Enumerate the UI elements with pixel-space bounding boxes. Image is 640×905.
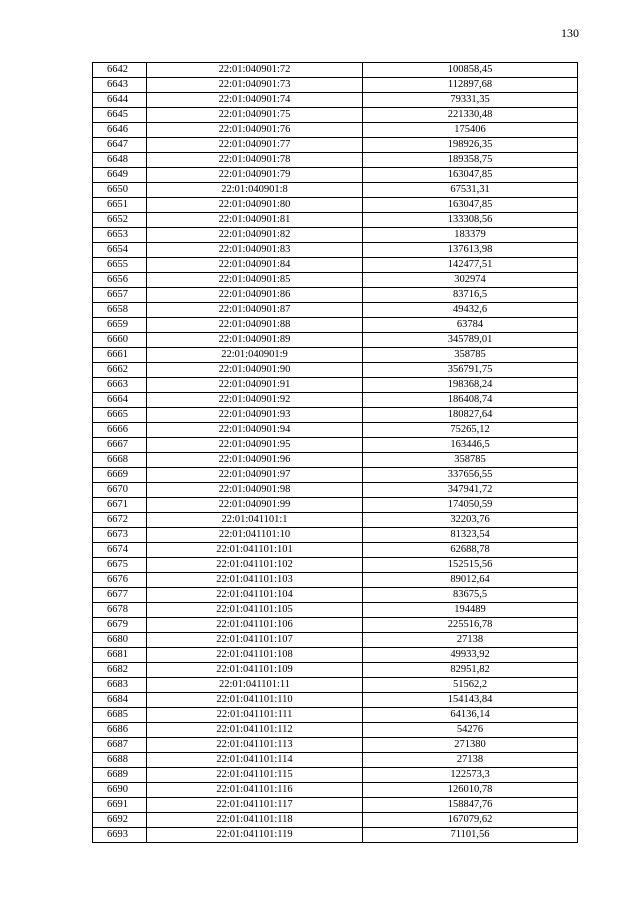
cadastral-number-cell: 22:01:040901:76	[147, 123, 363, 138]
value-cell: 82951,82	[363, 663, 578, 678]
row-number-cell: 6661	[93, 348, 147, 363]
value-cell: 62688,78	[363, 543, 578, 558]
table-row	[93, 798, 578, 813]
value-cell: 337656,55	[363, 468, 578, 483]
row-number-cell: 6650	[93, 183, 147, 198]
cadastral-number-cell: 22:01:040901:80	[147, 198, 363, 213]
value-cell: 75265,12	[363, 423, 578, 438]
cadastral-number-cell: 22:01:040901:81	[147, 213, 363, 228]
table-row	[93, 588, 578, 603]
cadastral-number-cell: 22:01:041101:11	[147, 678, 363, 693]
value-cell: 345789,01	[363, 333, 578, 348]
value-cell: 183379	[363, 228, 578, 243]
table-row	[93, 558, 578, 573]
table-row	[93, 648, 578, 663]
table-row	[93, 288, 578, 303]
cadastral-number-cell: 22:01:040901:79	[147, 168, 363, 183]
cadastral-number-cell: 22:01:040901:72	[147, 63, 363, 78]
cadastral-number-cell: 22:01:040901:86	[147, 288, 363, 303]
cadastral-number-cell: 22:01:040901:87	[147, 303, 363, 318]
table-row	[93, 243, 578, 258]
cadastral-number-cell: 22:01:041101:105	[147, 603, 363, 618]
value-cell: 83675,5	[363, 588, 578, 603]
value-cell: 100858,45	[363, 63, 578, 78]
row-number-cell: 6658	[93, 303, 147, 318]
cadastral-number-cell: 22:01:041101:107	[147, 633, 363, 648]
cadastral-number-cell: 22:01:041101:101	[147, 543, 363, 558]
cadastral-number-cell: 22:01:041101:111	[147, 708, 363, 723]
row-number-cell: 6651	[93, 198, 147, 213]
row-number-cell: 6675	[93, 558, 147, 573]
value-cell: 67531,31	[363, 183, 578, 198]
value-cell: 27138	[363, 633, 578, 648]
cadastral-number-cell: 22:01:040901:88	[147, 318, 363, 333]
value-cell: 63784	[363, 318, 578, 333]
cadastral-number-cell: 22:01:040901:85	[147, 273, 363, 288]
value-cell: 112897,68	[363, 78, 578, 93]
table-row	[93, 678, 578, 693]
row-number-cell: 6671	[93, 498, 147, 513]
row-number-cell: 6686	[93, 723, 147, 738]
value-cell: 194489	[363, 603, 578, 618]
row-number-cell: 6677	[93, 588, 147, 603]
table-row	[93, 423, 578, 438]
row-number-cell: 6662	[93, 363, 147, 378]
value-cell: 221330,48	[363, 108, 578, 123]
row-number-cell: 6693	[93, 828, 147, 843]
value-cell: 27138	[363, 753, 578, 768]
row-number-cell: 6688	[93, 753, 147, 768]
value-cell: 189358,75	[363, 153, 578, 168]
table-row	[93, 813, 578, 828]
table-row	[93, 168, 578, 183]
table-row	[93, 528, 578, 543]
value-cell: 186408,74	[363, 393, 578, 408]
cadastral-number-cell: 22:01:040901:90	[147, 363, 363, 378]
value-cell: 83716,5	[363, 288, 578, 303]
table-row	[93, 633, 578, 648]
cadastral-number-cell: 22:01:040901:91	[147, 378, 363, 393]
page-number: 130	[561, 26, 579, 40]
table-row	[93, 213, 578, 228]
cadastral-number-cell: 22:01:040901:96	[147, 453, 363, 468]
cadastral-number-cell: 22:01:040901:83	[147, 243, 363, 258]
table-row	[93, 153, 578, 168]
row-number-cell: 6683	[93, 678, 147, 693]
row-number-cell: 6674	[93, 543, 147, 558]
cadastral-number-cell: 22:01:041101:10	[147, 528, 363, 543]
row-number-cell: 6676	[93, 573, 147, 588]
table-body	[93, 63, 578, 843]
table-row	[93, 108, 578, 123]
value-cell: 356791,75	[363, 363, 578, 378]
value-cell: 225516,78	[363, 618, 578, 633]
row-number-cell: 6645	[93, 108, 147, 123]
table-row	[93, 768, 578, 783]
row-number-cell: 6692	[93, 813, 147, 828]
table-row	[93, 693, 578, 708]
value-cell: 198926,35	[363, 138, 578, 153]
table-row	[93, 753, 578, 768]
value-cell: 81323,54	[363, 528, 578, 543]
row-number-cell: 6685	[93, 708, 147, 723]
table-row	[93, 363, 578, 378]
row-number-cell: 6678	[93, 603, 147, 618]
row-number-cell: 6652	[93, 213, 147, 228]
row-number-cell: 6655	[93, 258, 147, 273]
table-row	[93, 408, 578, 423]
table-row	[93, 198, 578, 213]
table-row	[93, 393, 578, 408]
cadastral-number-cell: 22:01:041101:109	[147, 663, 363, 678]
cadastral-number-cell: 22:01:041101:112	[147, 723, 363, 738]
row-number-cell: 6681	[93, 648, 147, 663]
table-row	[93, 543, 578, 558]
table-row	[93, 138, 578, 153]
row-number-cell: 6680	[93, 633, 147, 648]
value-cell: 122573,3	[363, 768, 578, 783]
table-row	[93, 258, 578, 273]
row-number-cell: 6684	[93, 693, 147, 708]
value-cell: 154143,84	[363, 693, 578, 708]
table-row	[93, 708, 578, 723]
table-row	[93, 273, 578, 288]
row-number-cell: 6672	[93, 513, 147, 528]
value-cell: 54276	[363, 723, 578, 738]
cadastral-number-cell: 22:01:040901:82	[147, 228, 363, 243]
row-number-cell: 6660	[93, 333, 147, 348]
value-cell: 51562,2	[363, 678, 578, 693]
value-cell: 271380	[363, 738, 578, 753]
row-number-cell: 6654	[93, 243, 147, 258]
table-row	[93, 468, 578, 483]
table-row	[93, 498, 578, 513]
cadastral-number-cell: 22:01:041101:110	[147, 693, 363, 708]
table-row	[93, 453, 578, 468]
value-cell: 64136,14	[363, 708, 578, 723]
cadastral-number-cell: 22:01:040901:89	[147, 333, 363, 348]
cadastral-number-cell: 22:01:041101:106	[147, 618, 363, 633]
table-row	[93, 318, 578, 333]
row-number-cell: 6690	[93, 783, 147, 798]
value-cell: 198368,24	[363, 378, 578, 393]
table-row	[93, 78, 578, 93]
row-number-cell: 6679	[93, 618, 147, 633]
value-cell: 175406	[363, 123, 578, 138]
cadastral-number-cell: 22:01:040901:98	[147, 483, 363, 498]
value-cell: 133308,56	[363, 213, 578, 228]
table-row	[93, 603, 578, 618]
row-number-cell: 6669	[93, 468, 147, 483]
value-cell: 167079,62	[363, 813, 578, 828]
value-cell: 180827,64	[363, 408, 578, 423]
row-number-cell: 6657	[93, 288, 147, 303]
value-cell: 79331,35	[363, 93, 578, 108]
cadastral-number-cell: 22:01:040901:84	[147, 258, 363, 273]
row-number-cell: 6653	[93, 228, 147, 243]
row-number-cell: 6649	[93, 168, 147, 183]
cadastral-number-cell: 22:01:041101:108	[147, 648, 363, 663]
row-number-cell: 6642	[93, 63, 147, 78]
row-number-cell: 6659	[93, 318, 147, 333]
cadastral-number-cell: 22:01:040901:77	[147, 138, 363, 153]
table-row	[93, 783, 578, 798]
table-row	[93, 723, 578, 738]
cadastral-number-cell: 22:01:040901:73	[147, 78, 363, 93]
row-number-cell: 6682	[93, 663, 147, 678]
cadastral-number-cell: 22:01:040901:8	[147, 183, 363, 198]
row-number-cell: 6663	[93, 378, 147, 393]
cadastral-number-cell: 22:01:040901:94	[147, 423, 363, 438]
row-number-cell: 6689	[93, 768, 147, 783]
table-row	[93, 303, 578, 318]
cadastral-number-cell: 22:01:040901:74	[147, 93, 363, 108]
cadastral-number-cell: 22:01:040901:78	[147, 153, 363, 168]
table-row	[93, 663, 578, 678]
row-number-cell: 6644	[93, 93, 147, 108]
row-number-cell: 6687	[93, 738, 147, 753]
row-number-cell: 6668	[93, 453, 147, 468]
value-cell: 174050,59	[363, 498, 578, 513]
value-cell: 137613,98	[363, 243, 578, 258]
value-cell: 163047,85	[363, 198, 578, 213]
row-number-cell: 6673	[93, 528, 147, 543]
cadastral-number-cell: 22:01:041101:119	[147, 828, 363, 843]
row-number-cell: 6670	[93, 483, 147, 498]
cadastral-number-cell: 22:01:040901:75	[147, 108, 363, 123]
value-cell: 358785	[363, 453, 578, 468]
row-number-cell: 6646	[93, 123, 147, 138]
cadastral-number-cell: 22:01:040901:92	[147, 393, 363, 408]
value-cell: 126010,78	[363, 783, 578, 798]
table-row	[93, 333, 578, 348]
table-row	[93, 828, 578, 843]
row-number-cell: 6647	[93, 138, 147, 153]
row-number-cell: 6665	[93, 408, 147, 423]
cadastral-number-cell: 22:01:040901:97	[147, 468, 363, 483]
row-number-cell: 6667	[93, 438, 147, 453]
row-number-cell: 6643	[93, 78, 147, 93]
cadastral-number-cell: 22:01:041101:103	[147, 573, 363, 588]
cadastral-number-cell: 22:01:041101:117	[147, 798, 363, 813]
value-cell: 89012,64	[363, 573, 578, 588]
cadastral-number-cell: 22:01:041101:118	[147, 813, 363, 828]
table-row	[93, 513, 578, 528]
table-row	[93, 228, 578, 243]
row-number-cell: 6656	[93, 273, 147, 288]
value-cell: 142477,51	[363, 258, 578, 273]
table-row	[93, 183, 578, 198]
cadastral-number-cell: 22:01:041101:102	[147, 558, 363, 573]
table-row	[93, 378, 578, 393]
cadastral-number-cell: 22:01:040901:99	[147, 498, 363, 513]
row-number-cell: 6664	[93, 393, 147, 408]
value-cell: 358785	[363, 348, 578, 363]
value-cell: 49432,6	[363, 303, 578, 318]
value-cell: 302974	[363, 273, 578, 288]
value-cell: 163047,85	[363, 168, 578, 183]
cadastral-number-cell: 22:01:041101:1	[147, 513, 363, 528]
cadastral-number-cell: 22:01:040901:95	[147, 438, 363, 453]
table-row	[93, 348, 578, 363]
value-cell: 152515,56	[363, 558, 578, 573]
cadastral-number-cell: 22:01:041101:114	[147, 753, 363, 768]
row-number-cell: 6666	[93, 423, 147, 438]
table-row	[93, 123, 578, 138]
table-row	[93, 63, 578, 78]
row-number-cell: 6648	[93, 153, 147, 168]
row-number-cell: 6691	[93, 798, 147, 813]
value-cell: 32203,76	[363, 513, 578, 528]
table-row	[93, 483, 578, 498]
cadastral-number-cell: 22:01:041101:113	[147, 738, 363, 753]
cadastral-number-cell: 22:01:041101:104	[147, 588, 363, 603]
cadastre-table	[92, 62, 578, 843]
value-cell: 49933,92	[363, 648, 578, 663]
table-row	[93, 93, 578, 108]
cadastral-number-cell: 22:01:041101:115	[147, 768, 363, 783]
table-row	[93, 618, 578, 633]
table-row	[93, 438, 578, 453]
table-row	[93, 573, 578, 588]
value-cell: 71101,56	[363, 828, 578, 843]
value-cell: 163446,5	[363, 438, 578, 453]
value-cell: 347941,72	[363, 483, 578, 498]
value-cell: 158847,76	[363, 798, 578, 813]
table-row	[93, 738, 578, 753]
cadastral-number-cell: 22:01:040901:93	[147, 408, 363, 423]
cadastral-number-cell: 22:01:041101:116	[147, 783, 363, 798]
cadastral-number-cell: 22:01:040901:9	[147, 348, 363, 363]
